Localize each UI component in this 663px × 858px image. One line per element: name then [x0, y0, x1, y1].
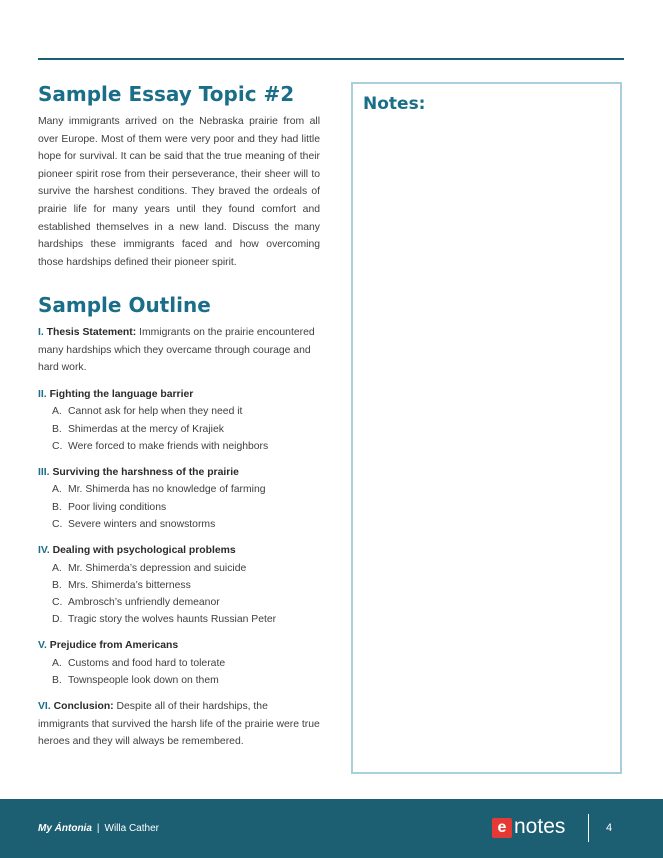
- item-letter: C.: [52, 440, 63, 452]
- outline-item: [38, 403, 320, 420]
- section-number: IV.: [38, 545, 50, 557]
- item-letter: D.: [52, 614, 63, 626]
- item-letter: A.: [52, 562, 62, 574]
- item-letter: C.: [52, 518, 63, 530]
- item-text: Ambrosch’s unfriendly demeanor: [68, 596, 220, 608]
- item-text: Severe winters and snowstorms: [68, 518, 216, 530]
- item-text: Were forced to make friends with neighbors: [68, 440, 269, 452]
- outline-item: [38, 577, 320, 594]
- section-heading: Fighting the language barrier: [49, 388, 194, 400]
- outline-item: [38, 611, 320, 628]
- outline-item: [38, 481, 320, 498]
- outline-section-4: [38, 542, 320, 628]
- outline-section-2: [38, 386, 320, 455]
- section-number: II.: [38, 388, 47, 400]
- footer-divider: [588, 814, 589, 842]
- item-text: Mr. Shimerda’s depression and suicide: [68, 562, 247, 574]
- item-letter: A.: [52, 406, 62, 418]
- outline-item: [38, 421, 320, 438]
- outline-item: [38, 499, 320, 516]
- enotes-logo-mark: e: [492, 818, 512, 838]
- section-heading: Prejudice from Americans: [49, 640, 179, 652]
- footer-separator: |: [96, 823, 100, 834]
- item-text: Mrs. Shimerda’s bitterness: [68, 579, 191, 591]
- section-heading: Surviving the harshness of the prairie: [52, 466, 239, 478]
- essay-body: Many immigrants arrived on the Nebraska prairie from all over Europe. Most of them were very poor and they had little hope for survival. It can be said that the true meaning of their pioneer spirit rose from their perseverance, their sheer will to survive the harshest conditions. They braved the ordeals of prairie life for many years until they found comfort and established themselves in a new land. Discuss the many hardships these immigrants faced and how overcoming those hardships defined their pioneer spirit.: [38, 116, 320, 268]
- item-text: Mr. Shimerda has no knowledge of farming: [68, 484, 266, 496]
- item-letter: B.: [52, 675, 62, 687]
- outline-conclusion: [38, 698, 320, 751]
- thesis-number: I.: [38, 327, 44, 339]
- footer: [0, 799, 663, 858]
- item-text: Cannot ask for help when they need it: [68, 406, 243, 418]
- item-letter: A.: [52, 657, 62, 669]
- essay-title: Sample Essay Topic #2: [38, 82, 295, 106]
- section-number: III.: [38, 466, 50, 478]
- outline-item: [38, 594, 320, 611]
- item-letter: B.: [52, 579, 62, 591]
- thesis-label: Thesis Statement:: [46, 327, 137, 339]
- thesis-text: Immigrants on the prairie encountered many hardships which they overcame through courage and hard work.: [38, 327, 315, 374]
- outline-section-5: [38, 637, 320, 689]
- outline-item: [38, 655, 320, 672]
- left-column: [38, 80, 320, 751]
- outline-item: [38, 438, 320, 455]
- item-text: Customs and food hard to tolerate: [68, 657, 226, 669]
- top-rule: [38, 58, 624, 60]
- conclusion-text: Despite all of their hardships, the immigrants that survived the harsh life of the prairie were true heroes and they will always be remembered.: [38, 701, 320, 748]
- outline-item: [38, 516, 320, 533]
- outline-item: [38, 560, 320, 577]
- footer-book-name: My Ántonia: [38, 823, 92, 834]
- item-letter: B.: [52, 423, 62, 435]
- conclusion-number: VI.: [38, 701, 51, 713]
- outline-title: Sample Outline: [38, 293, 211, 318]
- item-letter: B.: [52, 501, 62, 513]
- enotes-logo-text: notes: [514, 815, 566, 838]
- notes-title: Notes:: [363, 94, 426, 114]
- item-text: Tragic story the wolves haunts Russian Peter: [68, 614, 277, 626]
- item-text: Shimerdas at the mercy of Krajiek: [68, 423, 224, 435]
- item-text: Townspeople look down on them: [68, 675, 219, 687]
- footer-author: Willa Cather: [104, 823, 159, 834]
- item-letter: C.: [52, 596, 63, 608]
- outline-thesis: [38, 324, 320, 377]
- section-number: V.: [38, 640, 47, 652]
- page-number: 4: [606, 822, 613, 834]
- section-heading: Dealing with psychological problems: [52, 545, 236, 557]
- notes-box: [351, 82, 622, 774]
- outline-item: [38, 672, 320, 689]
- footer-book-title: [38, 823, 159, 834]
- conclusion-label: Conclusion:: [53, 701, 114, 713]
- item-text: Poor living conditions: [68, 501, 167, 513]
- item-letter: A.: [52, 484, 62, 496]
- outline-section-3: [38, 464, 320, 533]
